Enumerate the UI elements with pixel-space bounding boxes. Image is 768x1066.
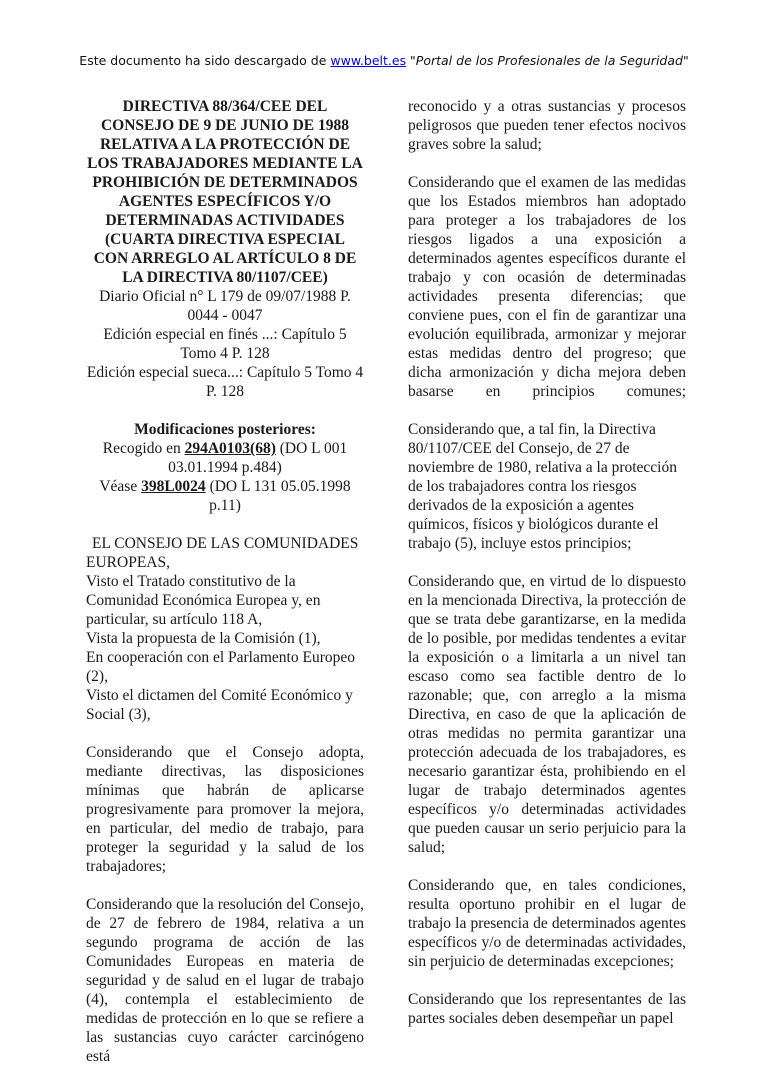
title-line: CON ARREGLO AL ARTÍCULO 8 DE (93, 250, 357, 267)
title-line: LOS TRABAJADORES MEDIANTE LA (87, 155, 363, 172)
download-notice-prefix: Este documento ha sido descargado de (79, 53, 331, 68)
right-column (408, 97, 686, 1066)
preamble-block (86, 534, 364, 724)
title-line: PROHIBICIÓN DE DETERMINADOS (92, 174, 358, 191)
paragraph-considerando-directiva-80-1107: Considerando que, a tal fin, la Directiva 80/1107/CEE del Consejo, de 27 de noviembre de 1980, relativa a la protección de los trabajadores contra los riesgos derivados de la exposición a agentes químicos, físicos y biológicos durante el trabajo (5), incluye estos principios; (408, 421, 677, 552)
title-line: DIRECTIVA 88/364/CEE DEL (122, 98, 328, 115)
modifications-block (86, 420, 364, 515)
preamble-line: Visto el Tratado constitutivo de la Comunidad Económica Europea y, en particular, su artículo 118 A, (86, 573, 321, 628)
preamble-line: En cooperación con el Parlamento Europeo (2), (86, 649, 355, 685)
journal-line: Diario Oficial n° L 179 de 09/07/1988 P. 0044 - 0047 (99, 288, 351, 324)
modification-entry-1 (86, 439, 364, 477)
preamble-line: Vista la propuesta de la Comisión (1), (86, 630, 321, 647)
title-line: LA DIRECTIVA 80/1107/CEE) (122, 269, 328, 286)
modifications-heading: Modificaciones posteriores: (134, 421, 316, 438)
title-line: AGENTES ESPECÍFICOS Y/O (118, 193, 332, 210)
paragraph-reconocido-sustancias: reconocido y a otras sustancias y procesos peligrosos que pueden tener efectos nocivos graves sobre la salud; (408, 98, 686, 153)
modification-entry-2-suffix: (DO L 131 05.05.1998 p.11) (205, 478, 351, 514)
journal-line: Edición especial sueca...: Capítulo 5 Tomo 4 P. 128 (86, 364, 364, 400)
paragraph-considerando-resolucion-1984: Considerando que la resolución del Consejo, de 27 de febrero de 1984, relativa a un segundo programa de acción de las Comunidades Europeas en materia de seguridad y de salud en el lugar de trabajo (4), contempla el establecimiento de medidas de protección en lo que se refiere a las sustancias cuyo carácter carcinógeno está (86, 896, 364, 1065)
paragraph-considerando-examen-medidas: Considerando que el examen de las medidas que los Estados miembros han adoptado para proteger a los trabajadores de los riesgos ligados a una exposición a determinados agentes específicos durante el trabajo y con ocasión de determinadas actividades presenta diferencias; que conviene pues, con el fin de garantizar una evolución equilibrada, armonizar y mejorar estas medidas dentro del progreso; que dicha armonización y dicha mejora deben basarse en principios comunes; (408, 174, 686, 400)
belt-es-link[interactable]: www.belt.es (330, 53, 407, 68)
download-notice-quote: "Portal de los Profesionales de la Seguridad" (406, 53, 689, 68)
modification-entry-2-prefix: Véase (99, 478, 142, 495)
title-line: (CUARTA DIRECTIVA ESPECIAL (104, 231, 346, 248)
document-body (86, 97, 686, 1066)
paragraph-considerando-virtud-dispuesto: Considerando que, en virtud de lo dispuesto en la mencionada Directiva, la protección de que se trata debe garantizarse, en la medida de lo posible, por medidas tendentes a evitar la exposición o a limitarla a un nivel tan escaso como sea factible dentro de lo razonable; que, con arreglo a la misma Directiva, en caso de que la aplicación de otras medidas no permita garantizar una protección adecuada de los trabajadores, es necesario garantizar ésta, prohibiendo en el lugar de trabajo determinados agentes específicos y/o determinadas actividades que pueden causar un serio perjuicio para la salud; (408, 573, 686, 856)
directive-title (86, 97, 364, 287)
journal-line: Edición especial en finés ...: Capítulo 5 Tomo 4 P. 128 (103, 326, 347, 362)
paragraph-considerando-consejo-adopta: Considerando que el Consejo adopta, mediante directivas, las disposiciones mínimas que habrán de aplicarse progresivamente para promover la mejora, en particular, del medio de trabajo, para proteger la seguridad y la salud de los trabajadores; (86, 744, 364, 875)
modification-entry-1-prefix: Recogido en (102, 440, 185, 457)
paragraph-considerando-tales-condiciones: Considerando que, en tales condiciones, resulta oportuno prohibir en el lugar de trabajo la presencia de determinados agentes específicos y/o de determinadas actividades, sin perjuicio de determinadas excepciones; (408, 877, 686, 970)
title-line: DETERMINADAS ACTIVIDADES (105, 212, 345, 229)
modification-entry-1-suffix: (DO L 001 03.01.1994 p.484) (168, 440, 348, 476)
paragraph-considerando-representantes: Considerando que los representantes de las partes sociales deben desempeñar un papel (408, 991, 686, 1027)
preamble-line: Visto el dictamen del Comité Económico y Social (3), (86, 687, 353, 723)
title-line: RELATIVA A LA PROTECCIÓN DE (99, 136, 351, 153)
download-notice (0, 53, 768, 68)
ref-link-294A0103[interactable]: 294A0103(68) (184, 440, 276, 457)
ref-link-398L0024[interactable]: 398L0024 (141, 478, 206, 495)
title-line: CONSEJO DE 9 DE JUNIO DE 1988 (100, 117, 350, 134)
modification-entry-2 (86, 477, 364, 515)
preamble-line: EL CONSEJO DE LAS COMUNIDADES EUROPEAS, (86, 535, 359, 571)
official-journal-reference (86, 287, 364, 401)
left-column (86, 97, 364, 1066)
